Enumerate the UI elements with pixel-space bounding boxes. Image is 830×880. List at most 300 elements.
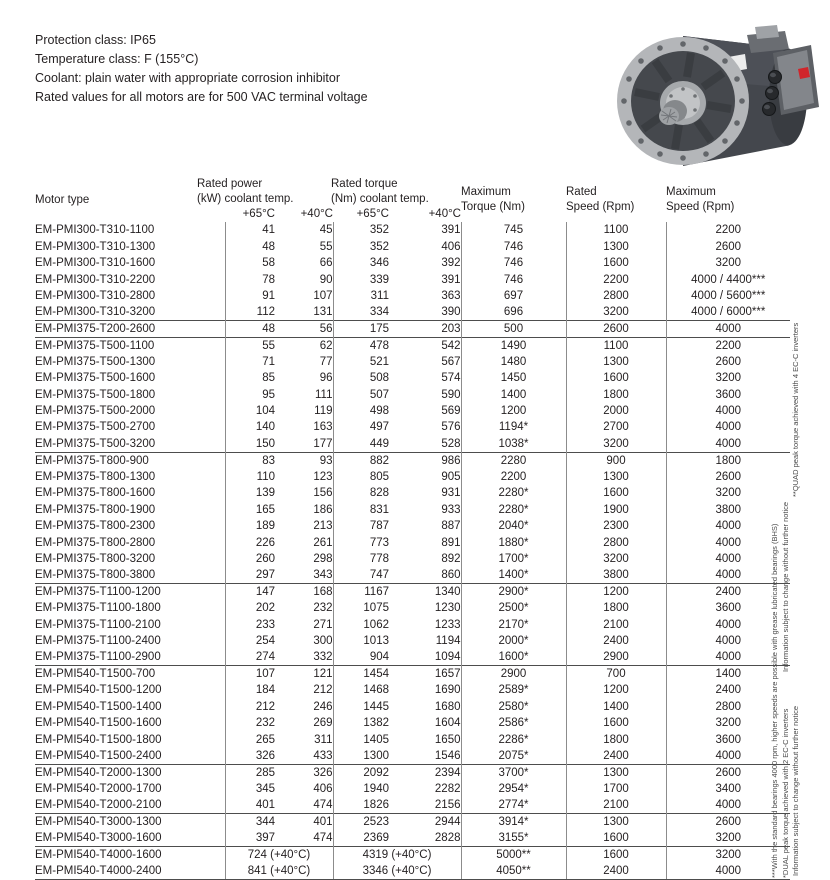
table-cell: 746 bbox=[461, 271, 566, 287]
table-cell: 904 bbox=[333, 649, 389, 665]
table-cell: 4000 bbox=[666, 863, 790, 879]
table-cell: 184 bbox=[225, 682, 275, 698]
table-cell: 260 bbox=[225, 551, 275, 567]
rated-torque-subtitle: (Nm) coolant temp. bbox=[331, 192, 429, 205]
col-header-max-torque bbox=[461, 177, 566, 222]
table-cell: 1650 bbox=[434, 733, 461, 746]
table-cell: 326 bbox=[225, 748, 275, 764]
table-cell: 189 bbox=[225, 518, 275, 534]
table-cell: 1826 bbox=[333, 797, 389, 813]
table-cell: 497 bbox=[333, 419, 389, 435]
table-cell: 186 bbox=[313, 503, 333, 516]
table-cell: EM-PMI375-T800-3200 bbox=[35, 552, 156, 565]
table-cell: 1400* bbox=[461, 567, 566, 583]
table-cell: 1600 bbox=[566, 485, 666, 501]
cable-gland bbox=[769, 71, 782, 84]
table-cell: EM-PMI375-T800-900 bbox=[35, 452, 225, 468]
table-cell: 165 bbox=[225, 501, 275, 517]
table-cell: EM-PMI375-T800-3800 bbox=[35, 569, 156, 582]
table-row bbox=[35, 501, 790, 517]
table-cell: 300 bbox=[313, 635, 333, 648]
table-cell: 1690 bbox=[434, 684, 461, 697]
rated-power-title: Rated power bbox=[197, 178, 263, 190]
table-cell: 2600 bbox=[566, 321, 666, 337]
table-cell: 1940 bbox=[333, 781, 389, 797]
torque-temp-40-header: +40°C bbox=[428, 208, 461, 220]
junction-box-red-label bbox=[798, 67, 810, 79]
table-cell: 841 (+40°C) bbox=[225, 863, 333, 879]
table-cell: 332 bbox=[313, 651, 333, 664]
table-cell: EM-PMI540-T1500-1600 bbox=[35, 717, 162, 730]
table-cell: 831 bbox=[333, 501, 389, 517]
table-cell: 285 bbox=[225, 764, 275, 780]
table-cell: 41 bbox=[225, 222, 275, 238]
table-cell: 2300 bbox=[566, 518, 666, 534]
table-cell: 107 bbox=[313, 289, 333, 302]
table-cell: 1062 bbox=[333, 617, 389, 633]
table-cell: 346 bbox=[333, 255, 389, 271]
table-cell: 62 bbox=[275, 337, 333, 353]
table-cell: 2280* bbox=[461, 485, 566, 501]
table-cell: 697 bbox=[461, 288, 566, 304]
table-cell: 1200 bbox=[461, 403, 566, 419]
table-cell: 542 bbox=[389, 337, 461, 353]
table-cell: EM-PMI375-T800-2300 bbox=[35, 520, 156, 533]
table-cell: 4050** bbox=[461, 863, 566, 879]
protection-class-line: Protection class: IP65 bbox=[35, 33, 156, 47]
table-cell: 2400 bbox=[566, 748, 666, 764]
table-cell: 892 bbox=[441, 552, 461, 565]
table-cell: 1194* bbox=[461, 419, 566, 435]
table-cell: 265 bbox=[225, 732, 275, 748]
table-row bbox=[35, 485, 790, 501]
table-row bbox=[35, 633, 790, 649]
table-cell: 3155* bbox=[461, 830, 566, 846]
table-cell: 787 bbox=[333, 518, 389, 534]
table-cell: 1880* bbox=[461, 534, 566, 550]
table-cell: 203 bbox=[389, 321, 461, 337]
table-cell: 2000 bbox=[566, 403, 666, 419]
power-temp-40-header: +40°C bbox=[300, 208, 333, 220]
table-cell: 85 bbox=[225, 370, 275, 386]
table-cell: 2600 bbox=[666, 238, 790, 254]
table-cell: 2828 bbox=[434, 832, 461, 845]
table-row bbox=[35, 764, 790, 780]
table-cell: 1405 bbox=[333, 732, 389, 748]
table-cell: 104 bbox=[225, 403, 275, 419]
table-cell: 311 bbox=[333, 288, 389, 304]
col-header-rated-power bbox=[197, 177, 333, 206]
table-cell: 1450 bbox=[461, 370, 566, 386]
table-cell: 1200 bbox=[566, 682, 666, 698]
table-cell: 2900 bbox=[461, 666, 566, 682]
table-cell: 891 bbox=[441, 536, 461, 549]
table-cell: 3200 bbox=[666, 255, 790, 271]
table-cell: 1546 bbox=[434, 749, 461, 762]
table-cell: 140 bbox=[225, 419, 275, 435]
gland-highlight bbox=[767, 89, 773, 93]
table-cell: 773 bbox=[333, 534, 389, 550]
table-cell: 2523 bbox=[333, 814, 389, 830]
table-cell: 107 bbox=[225, 666, 275, 682]
table-cell: 2500* bbox=[461, 600, 566, 616]
table-cell: 3200 bbox=[566, 551, 666, 567]
table-cell: 2600 bbox=[666, 764, 790, 780]
table-cell: 700 bbox=[566, 666, 666, 682]
table-cell: 1340 bbox=[389, 584, 461, 600]
table-cell: 567 bbox=[441, 355, 461, 368]
table-cell: 406 bbox=[313, 783, 333, 796]
table-cell: EM-PMI375-T500-3200 bbox=[35, 437, 156, 450]
table-cell: 590 bbox=[441, 388, 461, 401]
table-cell: 311 bbox=[314, 733, 333, 746]
table-cell: EM-PMI375-T800-1300 bbox=[35, 470, 156, 483]
table-cell: 2280* bbox=[461, 501, 566, 517]
table-cell: 4000 bbox=[666, 617, 790, 633]
rated-values-line: Rated values for all motors are for 500 VAC terminal voltage bbox=[35, 90, 368, 104]
table-cell: 931 bbox=[441, 487, 461, 500]
table-row bbox=[35, 567, 790, 583]
table-cell: 4000 bbox=[666, 403, 790, 419]
table-cell: 2282 bbox=[434, 783, 461, 796]
note-quad-peak-torque: **QUAD peak torque achieved with 4 EC-C inverters bbox=[791, 322, 800, 497]
table-cell: 139 bbox=[225, 485, 275, 501]
table-cell: 254 bbox=[225, 633, 275, 649]
table-cell: 507 bbox=[333, 386, 389, 402]
table-cell: 474 bbox=[313, 799, 333, 812]
table-cell: 2000* bbox=[461, 633, 566, 649]
table-cell: 2280 bbox=[461, 452, 566, 468]
table-cell: 1454 bbox=[333, 666, 389, 682]
table-cell: EM-PMI375-T200-2600 bbox=[35, 321, 225, 337]
table-cell: EM-PMI375-T500-2000 bbox=[35, 405, 156, 418]
table-cell: 90 bbox=[319, 273, 333, 286]
note-info-subject-to-change-upper: Information subject to change without further notice bbox=[781, 501, 790, 672]
table-cell: 746 bbox=[461, 238, 566, 254]
table-cell: 48 bbox=[225, 238, 275, 254]
table-cell: 1075 bbox=[333, 600, 389, 616]
table-cell: 4000 bbox=[666, 633, 790, 649]
table-cell: EM-PMI540-T4000-2400 bbox=[35, 863, 225, 879]
table-cell: 576 bbox=[441, 421, 461, 434]
table-row bbox=[35, 797, 790, 813]
table-cell: 860 bbox=[441, 569, 461, 582]
table-cell: EM-PMI300-T310-1600 bbox=[35, 257, 156, 270]
table-cell: 2774* bbox=[461, 797, 566, 813]
table-row bbox=[35, 419, 790, 435]
table-cell: 345 bbox=[225, 781, 275, 797]
table-cell: 4000 bbox=[666, 321, 790, 337]
table-cell: 119 bbox=[314, 405, 333, 418]
table-cell: 1400 bbox=[566, 699, 666, 715]
table-cell: EM-PMI375-T500-1300 bbox=[35, 355, 156, 368]
table-cell: 1038* bbox=[461, 436, 566, 452]
table-cell: 1600 bbox=[566, 255, 666, 271]
table-cell: 226 bbox=[225, 534, 275, 550]
table-cell: 391 bbox=[441, 273, 461, 286]
table-cell: 3600 bbox=[666, 732, 790, 748]
table-row bbox=[35, 617, 790, 633]
table-row bbox=[35, 370, 790, 386]
col-header-max-speed bbox=[666, 177, 790, 222]
table-cell: 4000 bbox=[666, 419, 790, 435]
intro-text bbox=[35, 31, 368, 107]
note-info-subject-to-change-lower: Information subject to change without further notice bbox=[791, 705, 800, 876]
note-standard-bearings: ***With the standard bearings 4000 rpm, higher speeds are possible with grease lubricated bearings (BHS) bbox=[770, 523, 779, 878]
motor-top-plate bbox=[755, 25, 779, 39]
table-cell: 2156 bbox=[434, 799, 461, 812]
table-cell: 2200 bbox=[566, 271, 666, 287]
cable-gland bbox=[766, 87, 779, 100]
table-cell: 1100 bbox=[566, 222, 666, 238]
table-cell: 2600 bbox=[666, 814, 790, 830]
table-row bbox=[35, 600, 790, 616]
table-cell: 1013 bbox=[333, 633, 389, 649]
table-cell: 175 bbox=[333, 321, 389, 337]
table-row bbox=[35, 403, 790, 419]
table-cell: 574 bbox=[441, 372, 461, 385]
table-cell: 246 bbox=[313, 700, 333, 713]
table-cell: 1700 bbox=[566, 781, 666, 797]
table-cell: 1800 bbox=[566, 732, 666, 748]
table-cell: 3600 bbox=[666, 600, 790, 616]
table-cell: 696 bbox=[461, 304, 566, 320]
table-cell: EM-PMI375-T500-2700 bbox=[35, 421, 156, 434]
table-cell: 528 bbox=[441, 437, 461, 450]
table-row bbox=[35, 238, 790, 254]
table-cell: EM-PMI375-T1100-2400 bbox=[35, 635, 161, 648]
table-cell: 4000 bbox=[666, 534, 790, 550]
gland-highlight bbox=[764, 105, 770, 109]
table-cell: 131 bbox=[313, 306, 333, 319]
table-row bbox=[35, 386, 790, 402]
table-row bbox=[35, 337, 790, 353]
table-cell: 1480 bbox=[461, 354, 566, 370]
col-header-motor-type: Motor type bbox=[35, 193, 90, 206]
motor-product-photo bbox=[605, 18, 820, 170]
table-cell: 3200 bbox=[566, 304, 666, 320]
rated-speed-line1: Rated bbox=[566, 185, 597, 198]
table-cell: 233 bbox=[225, 617, 275, 633]
table-row bbox=[35, 518, 790, 534]
table-cell: 2600 bbox=[666, 354, 790, 370]
table-cell: 4000 bbox=[666, 748, 790, 764]
table-cell: 2900* bbox=[461, 584, 566, 600]
table-cell: 1800 bbox=[566, 386, 666, 402]
table-cell: 78 bbox=[225, 271, 275, 287]
table-row bbox=[35, 584, 790, 600]
rated-torque-title: Rated torque bbox=[331, 178, 398, 190]
table-cell: 724 (+40°C) bbox=[225, 847, 333, 863]
table-row bbox=[35, 682, 790, 698]
table-cell: 4000 bbox=[666, 649, 790, 665]
table-cell: EM-PMI375-T800-1900 bbox=[35, 503, 156, 516]
table-cell: 3800 bbox=[566, 567, 666, 583]
table-cell: 334 bbox=[333, 304, 389, 320]
table-row bbox=[35, 354, 790, 370]
table-cell: 1445 bbox=[333, 699, 389, 715]
table-cell: 91 bbox=[225, 288, 275, 304]
table-cell: 1300 bbox=[566, 469, 666, 485]
table-cell: 4000 bbox=[666, 518, 790, 534]
table-cell: 2200 bbox=[666, 337, 790, 353]
table-cell: 1490 bbox=[461, 337, 566, 353]
table-cell: 2700 bbox=[566, 419, 666, 435]
table-cell: 297 bbox=[225, 567, 275, 583]
table-cell: 3200 bbox=[666, 847, 790, 863]
table-cell: EM-PMI540-T3000-1600 bbox=[35, 832, 162, 845]
table-cell: 232 bbox=[225, 715, 275, 731]
table-cell: 71 bbox=[225, 354, 275, 370]
table-cell: 213 bbox=[313, 520, 333, 533]
table-cell: 747 bbox=[333, 567, 389, 583]
table-cell: 2800 bbox=[566, 534, 666, 550]
table-cell: EM-PMI540-T1500-2400 bbox=[35, 749, 162, 762]
table-cell: EM-PMI375-T500-1100 bbox=[35, 337, 225, 353]
table-cell: 1468 bbox=[333, 682, 389, 698]
table-cell: 1300 bbox=[566, 354, 666, 370]
table-cell: 1194 bbox=[435, 635, 461, 648]
table-cell: 392 bbox=[441, 257, 461, 270]
table-cell: 150 bbox=[225, 436, 275, 452]
table-row bbox=[35, 271, 790, 287]
table-cell: 2092 bbox=[333, 764, 389, 780]
col-header-rated-torque bbox=[333, 177, 461, 206]
table-cell: 1382 bbox=[333, 715, 389, 731]
table-cell: 298 bbox=[313, 552, 333, 565]
table-row bbox=[35, 699, 790, 715]
table-row bbox=[35, 814, 790, 830]
max-torque-line2: Torque (Nm) bbox=[461, 200, 525, 213]
table-cell: EM-PMI540-T1500-1200 bbox=[35, 684, 162, 697]
rated-power-subtitle: (kW) coolant temp. bbox=[197, 192, 294, 205]
table-cell: EM-PMI300-T310-2200 bbox=[35, 273, 156, 286]
table-cell: 2954* bbox=[461, 781, 566, 797]
table-cell: 1600 bbox=[566, 830, 666, 846]
table-cell: 2200 bbox=[461, 469, 566, 485]
table-cell: 2400 bbox=[566, 863, 666, 879]
spec-table-body bbox=[35, 222, 790, 880]
table-cell: EM-PMI540-T2000-1700 bbox=[35, 783, 162, 796]
table-cell: 2400 bbox=[666, 682, 790, 698]
table-cell: EM-PMI375-T1100-1800 bbox=[35, 602, 161, 615]
table-cell: 269 bbox=[313, 717, 333, 730]
table-cell: 391 bbox=[441, 224, 461, 237]
table-row bbox=[35, 436, 790, 452]
table-cell: 352 bbox=[333, 222, 389, 238]
table-cell: 112 bbox=[225, 304, 275, 320]
table-cell: 177 bbox=[313, 437, 333, 450]
table-row bbox=[35, 715, 790, 731]
table-cell: EM-PMI375-T1100-2900 bbox=[35, 651, 161, 664]
table-row bbox=[35, 222, 790, 238]
table-row bbox=[35, 321, 790, 337]
table-cell: 3200 bbox=[666, 370, 790, 386]
spec-table-header bbox=[35, 177, 790, 222]
table-cell: EM-PMI375-T800-2800 bbox=[35, 536, 156, 549]
table-cell: 4319 (+40°C) bbox=[333, 847, 461, 863]
table-cell: 1094 bbox=[434, 651, 461, 664]
table-cell: 3700* bbox=[461, 764, 566, 780]
table-cell: 45 bbox=[319, 224, 333, 237]
table-cell: 1600 bbox=[566, 715, 666, 731]
note-dual-peak-torque: *DUAL peak torque achieved with 2 EC-C inverters bbox=[781, 708, 790, 878]
table-cell: 828 bbox=[333, 485, 389, 501]
table-row bbox=[35, 452, 790, 468]
table-cell: 147 bbox=[225, 584, 275, 600]
table-row bbox=[35, 847, 790, 863]
table-cell: 3800 bbox=[666, 501, 790, 517]
table-cell: EM-PMI375-T500-1600 bbox=[35, 372, 156, 385]
table-cell: 212 bbox=[225, 699, 275, 715]
table-cell: EM-PMI540-T1500-1800 bbox=[35, 733, 162, 746]
table-cell: 93 bbox=[275, 452, 333, 468]
table-cell: 58 bbox=[225, 255, 275, 271]
table-cell: 2369 bbox=[333, 830, 389, 846]
table-cell: EM-PMI375-T800-1600 bbox=[35, 487, 156, 500]
table-cell: 3200 bbox=[666, 485, 790, 501]
table-cell: 569 bbox=[441, 405, 461, 418]
table-cell: 1233 bbox=[434, 618, 461, 631]
table-cell: 168 bbox=[275, 584, 333, 600]
max-torque-line1: Maximum bbox=[461, 185, 511, 198]
table-cell: EM-PMI300-T310-1100 bbox=[35, 224, 155, 237]
table-cell: 156 bbox=[313, 487, 333, 500]
table-cell: 271 bbox=[313, 618, 333, 631]
table-cell: 83 bbox=[225, 452, 275, 468]
table-cell: 121 bbox=[275, 666, 333, 682]
table-cell: 1400 bbox=[666, 666, 790, 682]
table-cell: 1100 bbox=[566, 337, 666, 353]
table-cell: 1600* bbox=[461, 649, 566, 665]
table-cell: 343 bbox=[313, 569, 333, 582]
table-cell: 4000 bbox=[666, 551, 790, 567]
rated-speed-line2: Speed (Rpm) bbox=[566, 200, 635, 213]
table-cell: 986 bbox=[389, 452, 461, 468]
table-row bbox=[35, 666, 790, 682]
table-cell: 110 bbox=[225, 469, 275, 485]
table-cell: EM-PMI540-T3000-1300 bbox=[35, 814, 225, 830]
gland-highlight bbox=[770, 73, 776, 77]
table-cell: 2170* bbox=[461, 617, 566, 633]
table-cell: 202 bbox=[225, 600, 275, 616]
table-cell: 3346 (+40°C) bbox=[333, 863, 461, 879]
table-cell: 4000 / 4400*** bbox=[666, 271, 790, 287]
torque-temp-65-header: +65°C bbox=[356, 208, 389, 220]
table-cell: 1300 bbox=[566, 238, 666, 254]
table-cell: 2600 bbox=[666, 469, 790, 485]
table-cell: 352 bbox=[333, 238, 389, 254]
table-row bbox=[35, 304, 790, 320]
table-cell: 55 bbox=[319, 240, 333, 253]
table-cell: 2200 bbox=[666, 222, 790, 238]
table-cell: 212 bbox=[313, 684, 333, 697]
table-row bbox=[35, 551, 790, 567]
table-cell: 406 bbox=[441, 240, 461, 253]
table-cell: 2100 bbox=[566, 797, 666, 813]
table-cell: 882 bbox=[333, 452, 389, 468]
table-cell: 56 bbox=[275, 321, 333, 337]
table-cell: 2586* bbox=[461, 715, 566, 731]
table-cell: 2040* bbox=[461, 518, 566, 534]
table-cell: 508 bbox=[333, 370, 389, 386]
table-cell: 933 bbox=[441, 503, 461, 516]
table-cell: 111 bbox=[315, 388, 333, 401]
table-cell: 2589* bbox=[461, 682, 566, 698]
table-cell: 1680 bbox=[434, 700, 461, 713]
table-cell: 3400 bbox=[666, 781, 790, 797]
table-row bbox=[35, 781, 790, 797]
